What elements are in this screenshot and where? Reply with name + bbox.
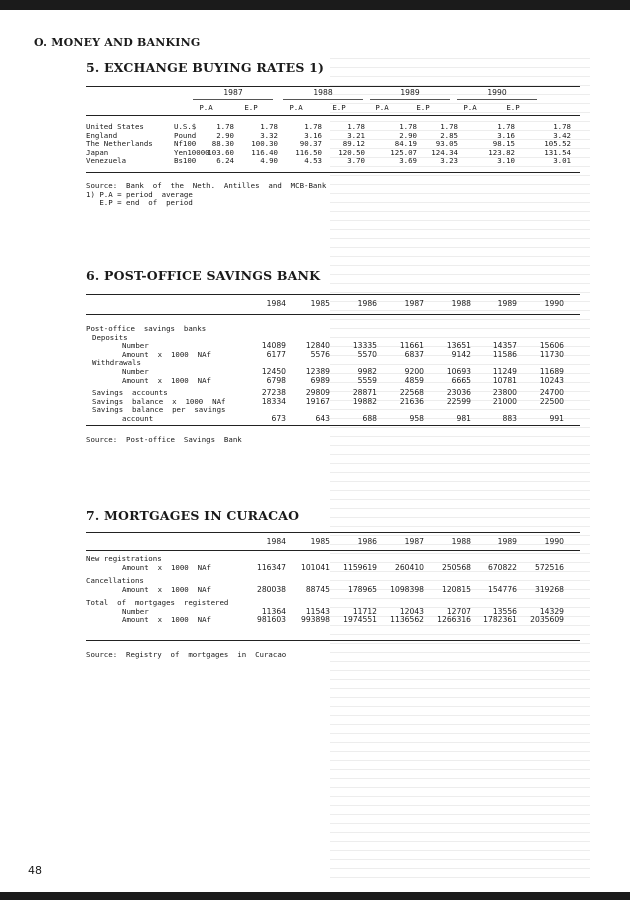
savings-year-header: 1988 <box>451 299 471 308</box>
savings-value-cell: 14357 <box>492 341 517 351</box>
savings-value-cell: 4859 <box>404 375 424 385</box>
exchange-rate-cell: 84.19 <box>394 139 417 149</box>
mortgages-value-cell: 1159619 <box>343 562 377 572</box>
savings-value-cell: 19167 <box>305 396 330 406</box>
savings-value-cell: 14089 <box>261 341 286 351</box>
exchange-header-rule <box>86 115 580 116</box>
mortgages-row-label: Total of mortgages registered <box>86 597 229 607</box>
savings-value-cell: 6989 <box>310 375 330 385</box>
chapter-title: O. MONEY AND BANKING <box>34 36 201 49</box>
exchange-unit-label: Yen10000 <box>174 147 210 157</box>
savings-value-cell: 11586 <box>492 349 517 359</box>
exchange-rate-cell: 124.34 <box>431 147 458 157</box>
mortgages-value-cell: 12707 <box>446 606 471 616</box>
exchange-rate-cell: 3.01 <box>553 156 571 166</box>
exchange-period-header: E.P <box>332 103 346 112</box>
savings-year-header: 1984 <box>266 299 286 308</box>
exchange-rate-cell: 2.90 <box>216 130 234 140</box>
exchange-rate-cell: 3.16 <box>497 130 515 140</box>
exchange-rate-cell: 103.60 <box>207 147 234 157</box>
mortgages-row-label: Number <box>122 606 149 616</box>
exchange-note-line: 1) P.A = period average <box>86 189 193 199</box>
savings-row-label: Withdrawals <box>92 358 141 368</box>
savings-value-cell: 12389 <box>305 367 330 376</box>
exchange-period-header: P.A <box>289 103 303 112</box>
savings-year-header: 1990 <box>544 299 564 308</box>
savings-value-cell: 22568 <box>399 388 424 398</box>
savings-value-cell: 23036 <box>446 388 471 398</box>
exchange-rate-cell: 3.10 <box>497 156 515 166</box>
exchange-period-header: E.P <box>244 103 258 112</box>
mortgages-value-cell: 88745 <box>305 584 330 594</box>
exchange-year-header: 1988 <box>313 88 333 97</box>
mortgages-bottom-rule <box>86 640 580 641</box>
savings-value-cell: 6837 <box>404 349 424 359</box>
exchange-rate-cell: 4.90 <box>260 156 278 166</box>
mortgages-year-header: 1989 <box>497 537 517 546</box>
savings-value-cell: 9982 <box>357 367 377 376</box>
mortgages-value-cell: 116347 <box>257 562 286 572</box>
savings-row-label: Post-office savings banks <box>86 324 207 333</box>
savings-value-cell: 5570 <box>357 349 377 359</box>
mortgages-value-cell: 280038 <box>257 584 286 594</box>
savings-value-cell: 6798 <box>266 375 286 385</box>
mortgages-value-cell: 12043 <box>399 606 424 616</box>
savings-value-cell: 29809 <box>305 388 330 398</box>
mortgages-header-rule <box>86 550 580 551</box>
mortgages-value-cell: 101041 <box>301 562 330 572</box>
mortgages-value-cell: 260410 <box>395 562 424 572</box>
savings-value-cell: 688 <box>362 414 377 423</box>
exchange-year-underline <box>370 99 450 100</box>
mortgages-value-cell: 993898 <box>301 615 330 625</box>
savings-value-cell: 9200 <box>404 367 424 376</box>
exchange-note-line: Source: Bank of the Neth. Antilles and MCB-Bank <box>86 181 327 190</box>
exchange-year-underline <box>457 99 537 100</box>
mortgages-year-header: 1986 <box>357 537 377 546</box>
exchange-rate-cell: 90.37 <box>299 139 322 149</box>
exchange-rate-cell: 4.53 <box>304 156 322 166</box>
exchange-rate-cell: 1.78 <box>553 122 571 131</box>
savings-row-label: account <box>122 414 154 423</box>
savings-value-cell: 21000 <box>492 396 517 406</box>
savings-row-label: Number <box>122 341 149 351</box>
exchange-rate-cell: 98.15 <box>492 139 515 149</box>
mortgages-top-rule <box>86 532 580 533</box>
savings-row-label: Amount x 1000 NAf <box>122 349 211 359</box>
exchange-country-label: Japan <box>86 147 109 157</box>
exchange-year-underline <box>283 99 363 100</box>
mortgages-row-label: Amount x 1000 NAf <box>122 615 211 625</box>
mortgages-value-cell: 178965 <box>348 584 377 594</box>
exchange-rate-cell: 1.78 <box>304 122 322 131</box>
mortgages-year-header: 1984 <box>266 537 286 546</box>
exchange-rate-cell: 3.32 <box>260 130 278 140</box>
savings-value-cell: 24700 <box>539 388 564 398</box>
savings-value-cell: 991 <box>549 414 564 423</box>
savings-value-cell: 5559 <box>357 375 377 385</box>
savings-header-rule <box>86 314 580 315</box>
savings-row-label: Amount x 1000 NAf <box>122 375 211 385</box>
exchange-rate-cell: 116.50 <box>295 147 322 157</box>
exchange-top-rule <box>86 86 580 87</box>
savings-bank-title: 6. POST-OFFICE SAVINGS BANK <box>86 268 321 283</box>
savings-year-header: 1985 <box>310 299 330 308</box>
savings-value-cell: 15606 <box>539 341 564 351</box>
mortgages-value-cell: 670822 <box>488 562 517 572</box>
savings-value-cell: 12450 <box>261 367 286 376</box>
scan-bottom-border <box>0 892 630 900</box>
mortgages-value-cell: 154776 <box>488 584 517 594</box>
exchange-rate-cell: 100.30 <box>251 139 278 149</box>
exchange-country-label: The Netherlands <box>86 139 153 149</box>
exchange-rates-title: 5. EXCHANGE BUYING RATES 1) <box>86 60 325 75</box>
savings-year-header: 1987 <box>404 299 424 308</box>
savings-value-cell: 9142 <box>451 349 471 359</box>
savings-value-cell: 13335 <box>352 341 377 351</box>
savings-value-cell: 21636 <box>399 396 424 406</box>
savings-row-label: Savings accounts <box>92 388 168 398</box>
savings-year-header: 1986 <box>357 299 377 308</box>
exchange-rate-cell: 116.40 <box>251 147 278 157</box>
scan-top-border <box>0 0 630 10</box>
mortgages-title: 7. MORTGAGES IN CURACAO <box>86 508 300 523</box>
savings-value-cell: 23800 <box>492 388 517 398</box>
exchange-rate-cell: 2.90 <box>399 130 417 140</box>
exchange-rate-cell: 3.70 <box>347 156 365 166</box>
mortgages-value-cell: 1098398 <box>390 584 424 594</box>
mortgages-value-cell: 1974551 <box>343 615 377 625</box>
savings-value-cell: 981 <box>456 414 471 423</box>
savings-bottom-rule <box>86 425 580 426</box>
savings-value-cell: 673 <box>271 414 286 423</box>
savings-value-cell: 883 <box>502 414 517 423</box>
exchange-rate-cell: 1.78 <box>260 122 278 131</box>
exchange-country-label: Venezuela <box>86 156 127 166</box>
exchange-country-label: United States <box>86 122 144 131</box>
exchange-rate-cell: 131.54 <box>544 147 571 157</box>
savings-top-rule <box>86 294 580 295</box>
exchange-rate-cell: 1.78 <box>216 122 234 131</box>
exchange-rate-cell: 1.78 <box>440 122 458 131</box>
exchange-rate-cell: 120.50 <box>338 147 365 157</box>
savings-value-cell: 6665 <box>451 375 471 385</box>
bleed-through-texture <box>330 58 590 878</box>
exchange-period-header: P.A <box>375 103 389 112</box>
mortgages-row-label: Cancellations <box>86 575 144 585</box>
savings-value-cell: 958 <box>409 414 424 423</box>
exchange-rate-cell: 2.85 <box>440 130 458 140</box>
exchange-rate-cell: 123.82 <box>488 147 515 157</box>
mortgages-value-cell: 11712 <box>352 606 377 616</box>
mortgages-value-cell: 2035609 <box>530 615 564 625</box>
savings-row-label: Savings balance x 1000 NAf <box>92 396 226 406</box>
exchange-note-line: E.P = end of period <box>86 198 193 208</box>
savings-value-cell: 10243 <box>539 375 564 385</box>
exchange-year-header: 1989 <box>400 88 420 97</box>
savings-value-cell: 11730 <box>539 349 564 359</box>
mortgages-value-cell: 981603 <box>257 615 286 625</box>
savings-value-cell: 11661 <box>399 341 424 351</box>
page-number: 48 <box>28 864 42 877</box>
mortgages-year-header: 1990 <box>544 537 564 546</box>
savings-value-cell: 22599 <box>446 396 471 406</box>
exchange-unit-label: Nf100 <box>174 139 197 149</box>
exchange-rate-cell: 3.23 <box>440 156 458 166</box>
exchange-rate-cell: 89.12 <box>342 139 365 149</box>
savings-source: Source: Post-office Savings Bank <box>86 435 242 444</box>
mortgages-row-label: New registrations <box>86 554 162 563</box>
savings-value-cell: 11689 <box>539 367 564 376</box>
mortgages-row-label: Amount x 1000 NAf <box>122 562 211 572</box>
savings-value-cell: 643 <box>315 414 330 423</box>
exchange-period-header: E.P <box>416 103 430 112</box>
savings-value-cell: 10781 <box>492 375 517 385</box>
exchange-rate-cell: 1.78 <box>347 122 365 131</box>
savings-value-cell: 11249 <box>492 367 517 376</box>
mortgages-value-cell: 319268 <box>535 584 564 594</box>
exchange-bottom-rule <box>86 172 580 173</box>
savings-row-label: Deposits <box>92 332 128 342</box>
savings-year-header: 1989 <box>497 299 517 308</box>
savings-value-cell: 28871 <box>352 388 377 398</box>
exchange-rate-cell: 3.16 <box>304 130 322 140</box>
mortgages-source: Source: Registry of mortgages in Curacao <box>86 650 287 659</box>
mortgages-value-cell: 11364 <box>261 606 286 616</box>
exchange-rate-cell: 1.78 <box>497 122 515 131</box>
exchange-rate-cell: 1.78 <box>399 122 417 131</box>
savings-value-cell: 12840 <box>305 341 330 351</box>
savings-value-cell: 6177 <box>266 349 286 359</box>
savings-value-cell: 18334 <box>261 396 286 406</box>
mortgages-year-header: 1985 <box>310 537 330 546</box>
exchange-rate-cell: 88.30 <box>211 139 234 149</box>
exchange-period-header: P.A <box>463 103 477 112</box>
exchange-rate-cell: 125.07 <box>390 147 417 157</box>
mortgages-value-cell: 1266316 <box>437 615 471 625</box>
exchange-rate-cell: 3.21 <box>347 130 365 140</box>
exchange-rate-cell: 6.24 <box>216 156 234 166</box>
mortgages-value-cell: 13556 <box>492 606 517 616</box>
exchange-year-header: 1987 <box>223 88 243 97</box>
savings-value-cell: 27238 <box>261 388 286 398</box>
mortgages-value-cell: 120815 <box>442 584 471 594</box>
exchange-year-underline <box>193 99 273 100</box>
exchange-period-header: P.A <box>199 103 213 112</box>
exchange-country-label: England <box>86 130 118 140</box>
mortgages-value-cell: 1782361 <box>483 615 517 625</box>
mortgages-year-header: 1987 <box>404 537 424 546</box>
exchange-rate-cell: 3.69 <box>399 156 417 166</box>
mortgages-year-header: 1988 <box>451 537 471 546</box>
exchange-rate-cell: 3.42 <box>553 130 571 140</box>
savings-value-cell: 22500 <box>539 396 564 406</box>
exchange-period-header: E.P <box>506 103 520 112</box>
mortgages-value-cell: 250568 <box>442 562 471 572</box>
exchange-unit-label: Pound <box>174 130 197 140</box>
exchange-rate-cell: 105.52 <box>544 139 571 149</box>
exchange-year-header: 1990 <box>487 88 507 97</box>
savings-value-cell: 5576 <box>310 349 330 359</box>
savings-row-label: Number <box>122 367 149 376</box>
mortgages-value-cell: 572516 <box>535 562 564 572</box>
mortgages-value-cell: 14329 <box>539 606 564 616</box>
savings-value-cell: 19882 <box>352 396 377 406</box>
mortgages-value-cell: 1136562 <box>390 615 424 625</box>
savings-value-cell: 13651 <box>446 341 471 351</box>
savings-row-label: Savings balance per savings <box>92 405 226 415</box>
savings-value-cell: 10693 <box>446 367 471 376</box>
exchange-unit-label: U.S.$ <box>174 122 197 131</box>
mortgages-row-label: Amount x 1000 NAf <box>122 584 211 594</box>
exchange-rate-cell: 93.05 <box>435 139 458 149</box>
exchange-unit-label: Bs100 <box>174 156 197 166</box>
mortgages-value-cell: 11543 <box>305 606 330 616</box>
